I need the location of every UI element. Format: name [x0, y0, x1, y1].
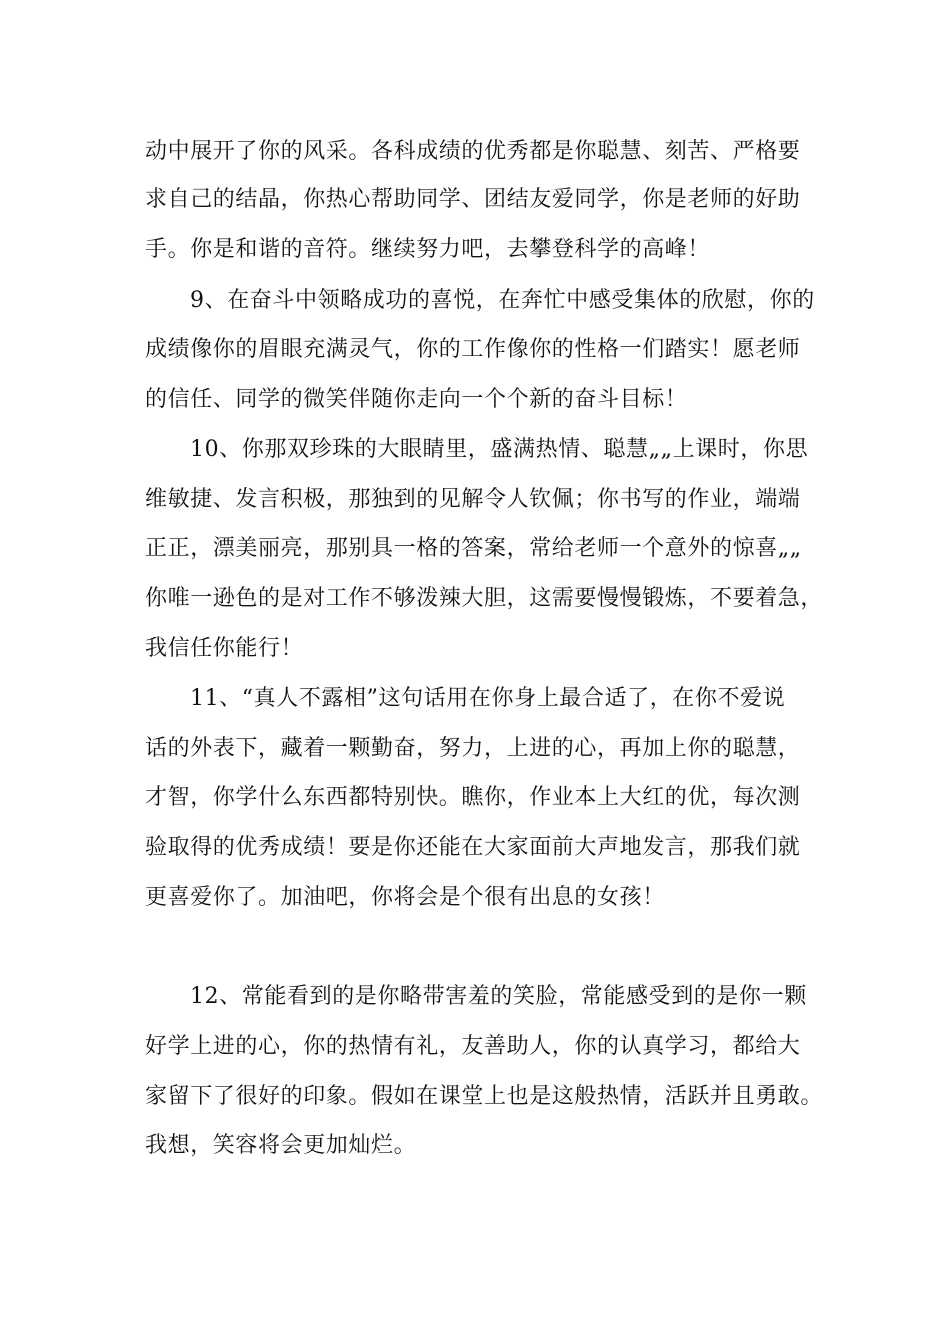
text-line: 正正，漂美丽亮，那别具一格的答案，常给老师一个意外的惊喜„„ — [145, 536, 802, 561]
text-line: 话的外表下，藏着一颗勤奋，努力，上进的心，再加上你的聪慧， — [145, 736, 801, 761]
text-line: 维敏捷、发言积极，那独到的见解令人钦佩；你书写的作业，端端 — [145, 487, 801, 512]
text-line: 家留下了很好的印象。假如在课堂上也是这般热情，活跃并且勇敢。 — [145, 1084, 824, 1109]
text-line: 手。你是和谐的音符。继续努力吧，去攀登科学的高峰！ — [145, 237, 711, 262]
text-line: 我想，笑容将会更加灿烂。 — [145, 1133, 417, 1158]
text-line: 11、“真人不露相”这句话用在你身上最合适了，在你不爱说 — [190, 686, 786, 711]
text-line: 更喜爱你了。加油吧，你将会是个很有出息的女孩！ — [145, 885, 665, 910]
text-line: 才智，你学什么东西都特别快。瞧你，作业本上大红的优，每次测 — [145, 785, 801, 810]
text-line: 的信任、同学的微笑伴随你走向一个个新的奋斗目标！ — [145, 387, 688, 412]
text-line: 你唯一逊色的是对工作不够泼辣大胆，这需要慢慢锻炼，不要着急， — [145, 586, 824, 611]
text-line: 12、常能看到的是你略带害羞的笑脸，常能感受到的是你一颗 — [190, 984, 807, 1009]
text-line: 动中展开了你的风采。各科成绩的优秀都是你聪慧、刻苦、严格要 — [145, 139, 801, 164]
text-line: 验取得的优秀成绩！要是你还能在大家面前大声地发言，那我们就 — [145, 835, 801, 860]
text-line: 我信任你能行！ — [145, 636, 304, 661]
text-line: 成绩像你的眉眼充满灵气，你的工作像你的性格一们踏实！愿老师 — [145, 337, 801, 362]
text-line: 9、在奋斗中领略成功的喜悦，在奔忙中感受集体的欣慰，你的 — [190, 288, 815, 313]
text-line: 求自己的结晶，你热心帮助同学、团结友爱同学，你是老师的好助 — [145, 187, 801, 212]
text-line: 10、你那双珍珠的大眼睛里，盛满热情、聪慧„„上课时，你思 — [190, 437, 809, 462]
text-line: 好学上进的心，你的热情有礼，友善助人，你的认真学习，都给大 — [145, 1034, 801, 1059]
